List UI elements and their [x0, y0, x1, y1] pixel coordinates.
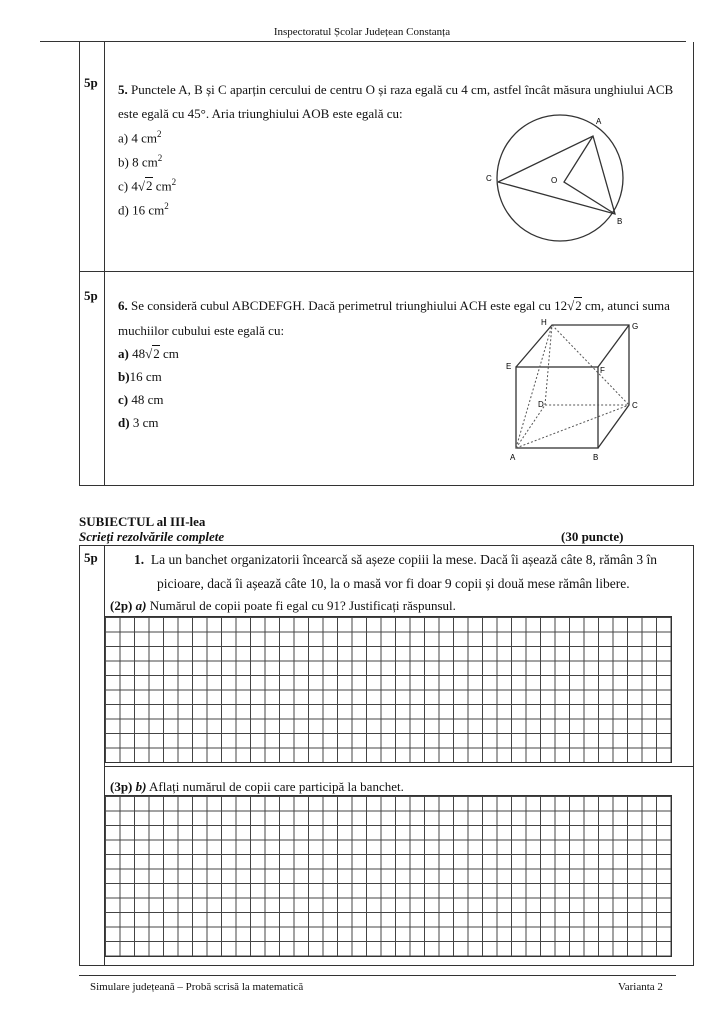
- answer-grid-b[interactable]: [104, 795, 672, 957]
- section-points: (30 puncte): [561, 529, 624, 544]
- table-border: [79, 42, 80, 485]
- section-subtitle: Scrieți rezolvările complete: [79, 529, 225, 544]
- q6-line1: 6. Se consideră cubul ABCDEFGH. Dacă perimetrul triunghiului ACH este egal cu 12√2 cm, atunci suma: [118, 298, 670, 313]
- table-border: [693, 42, 694, 485]
- answer-grid-a[interactable]: [104, 616, 672, 763]
- svg-text:D: D: [538, 400, 544, 409]
- divider: [104, 766, 693, 767]
- svg-text:C: C: [632, 401, 638, 410]
- svg-text:F: F: [600, 366, 605, 375]
- q5-points: 5p: [84, 75, 98, 90]
- q5-line2: este egală cu 45°. Aria triunghiului AOB este egală cu:: [118, 106, 403, 121]
- svg-text:B: B: [593, 453, 599, 462]
- q5-option-c: c) 4√2 $cm^2$: [118, 177, 177, 194]
- table-border: [79, 545, 694, 546]
- label-b: B: [617, 217, 623, 226]
- p1-line1: 1. La un banchet organizatorii încearcă să așeze copiii la mese. Dacă îi așează câte 8, rămân 3 în: [134, 552, 657, 567]
- label-c: C: [486, 174, 492, 183]
- label-o: O: [551, 176, 558, 185]
- q6-option-c: c) 48 cm: [118, 392, 164, 407]
- svg-text:E: E: [506, 362, 512, 371]
- q5-option-a: a) 4 $cm^2$: [118, 129, 162, 146]
- q5-text: [118, 82, 673, 98]
- p1-part-a: (2p) a) Numărul de copii poate fi egal cu 91? Justificați răspunsul.: [110, 598, 456, 613]
- header-rule: [40, 41, 686, 42]
- svg-text:A: A: [510, 453, 516, 462]
- q6-line2: muchiilor cubului este egală cu:: [118, 323, 285, 338]
- svg-text:H: H: [541, 318, 547, 327]
- table-border: [79, 545, 80, 965]
- p1-line2: picioare, dacă îi așează câte 10, la o masă vor fi doar 9 copii și două mese rămân libere.: [157, 576, 630, 591]
- q6-option-a: a) 48√2 cm: [118, 346, 179, 361]
- q5-option-b: b) 8 $cm^2$: [118, 153, 163, 170]
- q5-option-d: d) 16 $cm^2$: [118, 201, 169, 218]
- p1-part-b: (3p) b) Aflați numărul de copii care participă la banchet.: [110, 779, 404, 794]
- table-border: [693, 545, 694, 965]
- label-a: A: [596, 117, 602, 126]
- q6-option-b: b)16 cm: [118, 369, 162, 384]
- footer-left: Simulare județeană – Probă scrisă la matematică: [90, 981, 304, 993]
- section-title: SUBIECTUL al III-lea: [79, 514, 206, 529]
- footer-right: Varianta 2: [618, 981, 663, 993]
- q5-line1: Punctele A, B și C aparțin cercului de centru O și raza egală cu 4 cm, astfel încât măsura unghiului ACB: [131, 82, 674, 97]
- table-border: [79, 485, 694, 486]
- circle-diagram: [480, 110, 640, 270]
- page-header: Inspectoratul Școlar Județean Constanța: [273, 26, 451, 38]
- q6-option-d: d) 3 cm: [118, 415, 159, 430]
- footer-rule: [79, 975, 676, 976]
- svg-text:G: G: [632, 322, 639, 331]
- table-border: [79, 965, 694, 966]
- p1-points: 5p: [84, 550, 98, 565]
- q5-number: 5.: [118, 82, 128, 97]
- table-border: [79, 271, 694, 272]
- q6-points: 5p: [84, 288, 98, 303]
- table-border: [104, 42, 105, 485]
- cube-diagram: [500, 315, 650, 465]
